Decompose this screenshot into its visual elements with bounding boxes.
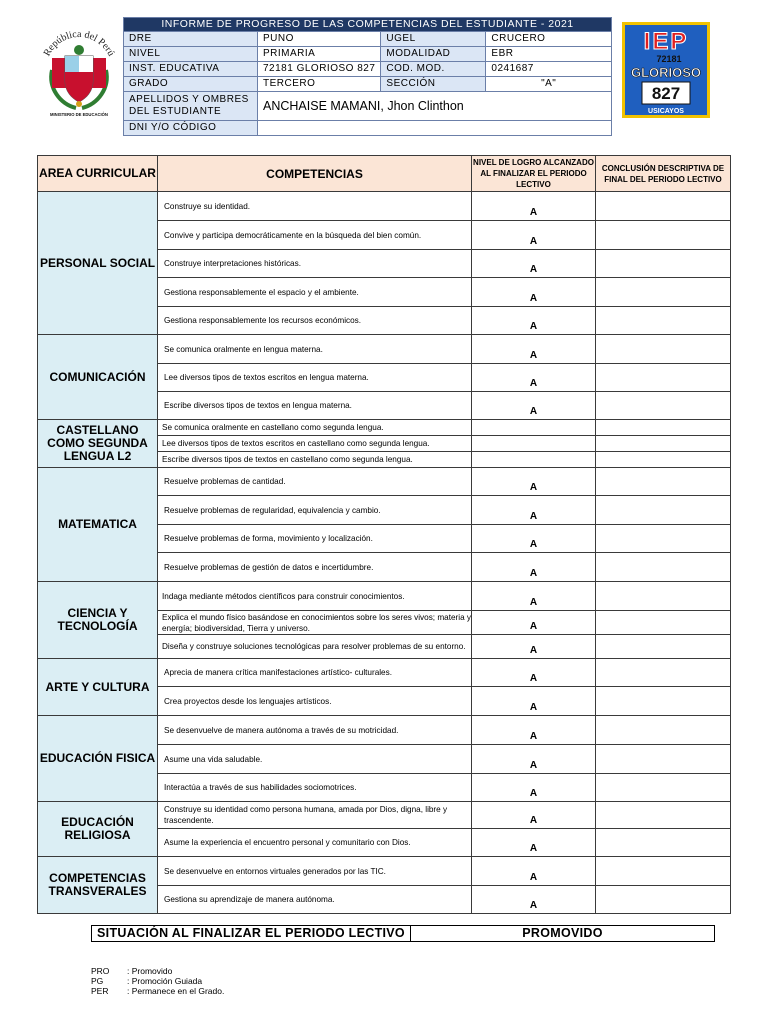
competency-text: Construye su identidad como persona humana, amada por Dios, digna, libre y trascendente. xyxy=(158,802,472,829)
competency-text: Convive y participa democráticamente en la búsqueda del bien común. xyxy=(158,221,472,250)
seal-top-text: República del Perú xyxy=(41,28,117,59)
descriptive-conclusion xyxy=(596,250,731,278)
descriptive-conclusion xyxy=(596,221,731,250)
ministry-seal xyxy=(38,18,120,118)
descriptive-conclusion xyxy=(596,857,731,886)
descriptive-conclusion xyxy=(596,335,731,364)
logo-number: 827 xyxy=(651,84,681,103)
legend-desc: : Permanece en el Grado. xyxy=(127,986,225,996)
competency-text: Se desenvuelve en entornos virtuales generados por las TIC. xyxy=(158,857,472,886)
ugel-value: CRUCERO xyxy=(486,32,612,47)
legend-desc: : Promoción Guiada xyxy=(127,976,203,986)
final-status-box xyxy=(91,925,715,942)
competency-text: Gestiona su aprendizaje de manera autónoma. xyxy=(158,886,472,914)
descriptive-conclusion xyxy=(596,452,731,468)
dni-value xyxy=(258,121,612,136)
legend-item xyxy=(91,986,224,996)
descriptive-conclusion xyxy=(596,716,731,745)
competency-text: Asume la experiencia el encuentro personal y comunitario con Dios. xyxy=(158,829,472,857)
descriptive-conclusion xyxy=(596,436,731,452)
competency-row xyxy=(38,420,731,436)
achievement-level: A xyxy=(472,364,596,392)
competency-text: Gestiona responsablemente los recursos económicos. xyxy=(158,307,472,335)
achievement-level: A xyxy=(472,745,596,774)
competency-text: Aprecia de manera crítica manifestaciones artístico- culturales. xyxy=(158,659,472,687)
competency-text: Construye interpretaciones históricas. xyxy=(158,250,472,278)
cod-mod-value: 0241687 xyxy=(486,62,612,77)
competency-text: Resuelve problemas de cantidad. xyxy=(158,468,472,496)
competency-text: Diseña y construye soluciones tecnológicas para resolver problemas de su entorno. xyxy=(158,635,472,659)
descriptive-conclusion xyxy=(596,553,731,582)
descriptive-conclusion xyxy=(596,611,731,635)
logo-name: GLORIOSO xyxy=(630,65,702,80)
student-name-label-line2: DEL ESTUDIANTE xyxy=(129,106,222,117)
legend-item xyxy=(91,966,224,976)
competency-text: Gestiona responsablemente el espacio y el ambiente. xyxy=(158,278,472,307)
area-name: CIENCIA Y TECNOLOGÍA xyxy=(38,582,158,659)
descriptive-conclusion xyxy=(596,687,731,716)
competency-text: Escribe diversos tipos de textos en lengua materna. xyxy=(158,392,472,420)
competency-row xyxy=(38,468,731,496)
descriptive-conclusion xyxy=(596,635,731,659)
legend-code: PER xyxy=(91,986,109,996)
achievement-level: A xyxy=(472,829,596,857)
final-status-value: PROMOVIDO xyxy=(522,926,603,940)
descriptive-conclusion xyxy=(596,468,731,496)
final-status-label: SITUACIÓN AL FINALIZAR EL PERIODO LECTIVO xyxy=(92,926,411,941)
achievement-level: A xyxy=(472,611,596,635)
achievement-level xyxy=(472,452,596,468)
competency-text: Se desenvuelve de manera autónoma a través de su motricidad. xyxy=(158,716,472,745)
student-name-label xyxy=(124,92,258,121)
descriptive-conclusion xyxy=(596,802,731,829)
descriptive-conclusion xyxy=(596,659,731,687)
descriptive-conclusion xyxy=(596,525,731,553)
competencies-table xyxy=(37,155,731,914)
student-name-value: ANCHAISE MAMANI, Jhon Clinthon xyxy=(258,92,612,121)
col-header-competencias: COMPETENCIAS xyxy=(158,156,472,192)
achievement-level: A xyxy=(472,525,596,553)
competency-row xyxy=(38,716,731,745)
achievement-level: A xyxy=(472,716,596,745)
descriptive-conclusion xyxy=(596,774,731,802)
inst-value: 72181 GLORIOSO 827 xyxy=(258,62,381,77)
modalidad-value: EBR xyxy=(486,47,612,62)
competency-row xyxy=(38,192,731,221)
achievement-level xyxy=(472,420,596,436)
cod-mod-label: COD. MOD. xyxy=(381,62,486,77)
achievement-level: A xyxy=(472,886,596,914)
nivel-label: NIVEL xyxy=(124,47,258,62)
descriptive-conclusion xyxy=(596,278,731,307)
competency-row xyxy=(38,659,731,687)
achievement-level: A xyxy=(472,582,596,611)
achievement-level: A xyxy=(472,392,596,420)
competency-row xyxy=(38,335,731,364)
descriptive-conclusion xyxy=(596,886,731,914)
area-name: PERSONAL SOCIAL xyxy=(38,192,158,335)
achievement-level: A xyxy=(472,774,596,802)
area-name: EDUCACIÓN FISICA xyxy=(38,716,158,802)
descriptive-conclusion xyxy=(596,420,731,436)
logo-iep: IEP xyxy=(643,28,689,55)
descriptive-conclusion xyxy=(596,582,731,611)
dre-value: PUNO xyxy=(258,32,381,47)
school-logo xyxy=(622,22,710,118)
area-name: COMPETENCIAS TRANSVERALES xyxy=(38,857,158,914)
achievement-level: A xyxy=(472,250,596,278)
area-name: CASTELLANO COMO SEGUNDA LENGUA L2 xyxy=(38,420,158,468)
dre-label: DRE xyxy=(124,32,258,47)
seal-bottom-text: MINISTERIO DE EDUCACIÓN xyxy=(50,112,108,117)
competency-text: Explica el mundo físico basándose en conocimientos sobre los seres vivos; materia y energía; biodiversidad, Tierra y universo. xyxy=(158,611,472,635)
area-name: MATEMATICA xyxy=(38,468,158,582)
report-title: INFORME DE PROGRESO DE LAS COMPETENCIAS DEL ESTUDIANTE - 2021 xyxy=(124,18,612,32)
competency-text: Resuelve problemas de forma, movimiento y localización. xyxy=(158,525,472,553)
achievement-level: A xyxy=(472,659,596,687)
competency-text: Se comunica oralmente en lengua materna. xyxy=(158,335,472,364)
area-name: EDUCACIÓN RELIGIOSA xyxy=(38,802,158,857)
legend-item xyxy=(91,976,224,986)
legend-code: PRO xyxy=(91,966,110,976)
col-header-area: AREA CURRICULAR xyxy=(38,156,158,192)
competencies-body xyxy=(38,192,731,914)
logo-place: USICAYOS xyxy=(648,108,684,115)
descriptive-conclusion xyxy=(596,392,731,420)
competency-text: Crea proyectos desde los lenguajes artísticos. xyxy=(158,687,472,716)
student-info-table xyxy=(123,17,612,136)
achievement-level: A xyxy=(472,553,596,582)
descriptive-conclusion xyxy=(596,496,731,525)
area-name: COMUNICACIÓN xyxy=(38,335,158,420)
seccion-value: "A" xyxy=(486,77,612,92)
competency-text: Lee diversos tipos de textos escritos en lengua materna. xyxy=(158,364,472,392)
competency-text: Se comunica oralmente en castellano como segunda lengua. xyxy=(158,420,472,436)
descriptive-conclusion xyxy=(596,192,731,221)
achievement-level: A xyxy=(472,278,596,307)
inst-label: INST. EDUCATIVA xyxy=(124,62,258,77)
achievement-level: A xyxy=(472,335,596,364)
descriptive-conclusion xyxy=(596,307,731,335)
competency-text: Resuelve problemas de regularidad, equivalencia y cambio. xyxy=(158,496,472,525)
col-header-conclusion: CONCLUSIÓN DESCRIPTIVA DE FINAL DEL PERIODO LECTIVO xyxy=(596,156,731,192)
seccion-label: SECCIÓN xyxy=(381,77,486,92)
descriptive-conclusion xyxy=(596,829,731,857)
competency-text: Asume una vida saludable. xyxy=(158,745,472,774)
competency-text: Resuelve problemas de gestión de datos e incertidumbre. xyxy=(158,553,472,582)
competency-text: Escribe diversos tipos de textos en castellano como segunda lengua. xyxy=(158,452,472,468)
modalidad-label: MODALIDAD xyxy=(381,47,486,62)
achievement-level: A xyxy=(472,221,596,250)
competency-text: Indaga mediante métodos científicos para construir conocimientos. xyxy=(158,582,472,611)
student-name-label-line1: APELLIDOS Y OMBRES xyxy=(129,94,249,105)
achievement-level: A xyxy=(472,687,596,716)
dni-label: DNI Y/O CÓDIGO xyxy=(124,121,258,136)
legend xyxy=(91,966,224,996)
competency-row xyxy=(38,802,731,829)
logo-small-number: 72181 xyxy=(656,54,682,64)
legend-desc: : Promovido xyxy=(127,966,173,976)
descriptive-conclusion xyxy=(596,745,731,774)
achievement-level: A xyxy=(472,496,596,525)
col-header-nivel: NIVEL DE LOGRO ALCANZADO AL FINALIZAR EL PERIODO LECTIVO xyxy=(472,156,596,192)
competency-text: Interactúa a través de sus habilidades sociomotrices. xyxy=(158,774,472,802)
competency-text: Construye su identidad. xyxy=(158,192,472,221)
achievement-level xyxy=(472,436,596,452)
achievement-level: A xyxy=(472,802,596,829)
area-name: ARTE Y CULTURA xyxy=(38,659,158,716)
grado-label: GRADO xyxy=(124,77,258,92)
descriptive-conclusion xyxy=(596,364,731,392)
grado-value: TERCERO xyxy=(258,77,381,92)
legend-code: PG xyxy=(91,976,104,986)
achievement-level: A xyxy=(472,468,596,496)
competency-text: Lee diversos tipos de textos escritos en castellano como segunda lengua. xyxy=(158,436,472,452)
ugel-label: UGEL xyxy=(381,32,486,47)
achievement-level: A xyxy=(472,307,596,335)
achievement-level: A xyxy=(472,635,596,659)
achievement-level: A xyxy=(472,857,596,886)
achievement-level: A xyxy=(472,192,596,221)
competency-row xyxy=(38,582,731,611)
nivel-value: PRIMARIA xyxy=(258,47,381,62)
competency-row xyxy=(38,857,731,886)
